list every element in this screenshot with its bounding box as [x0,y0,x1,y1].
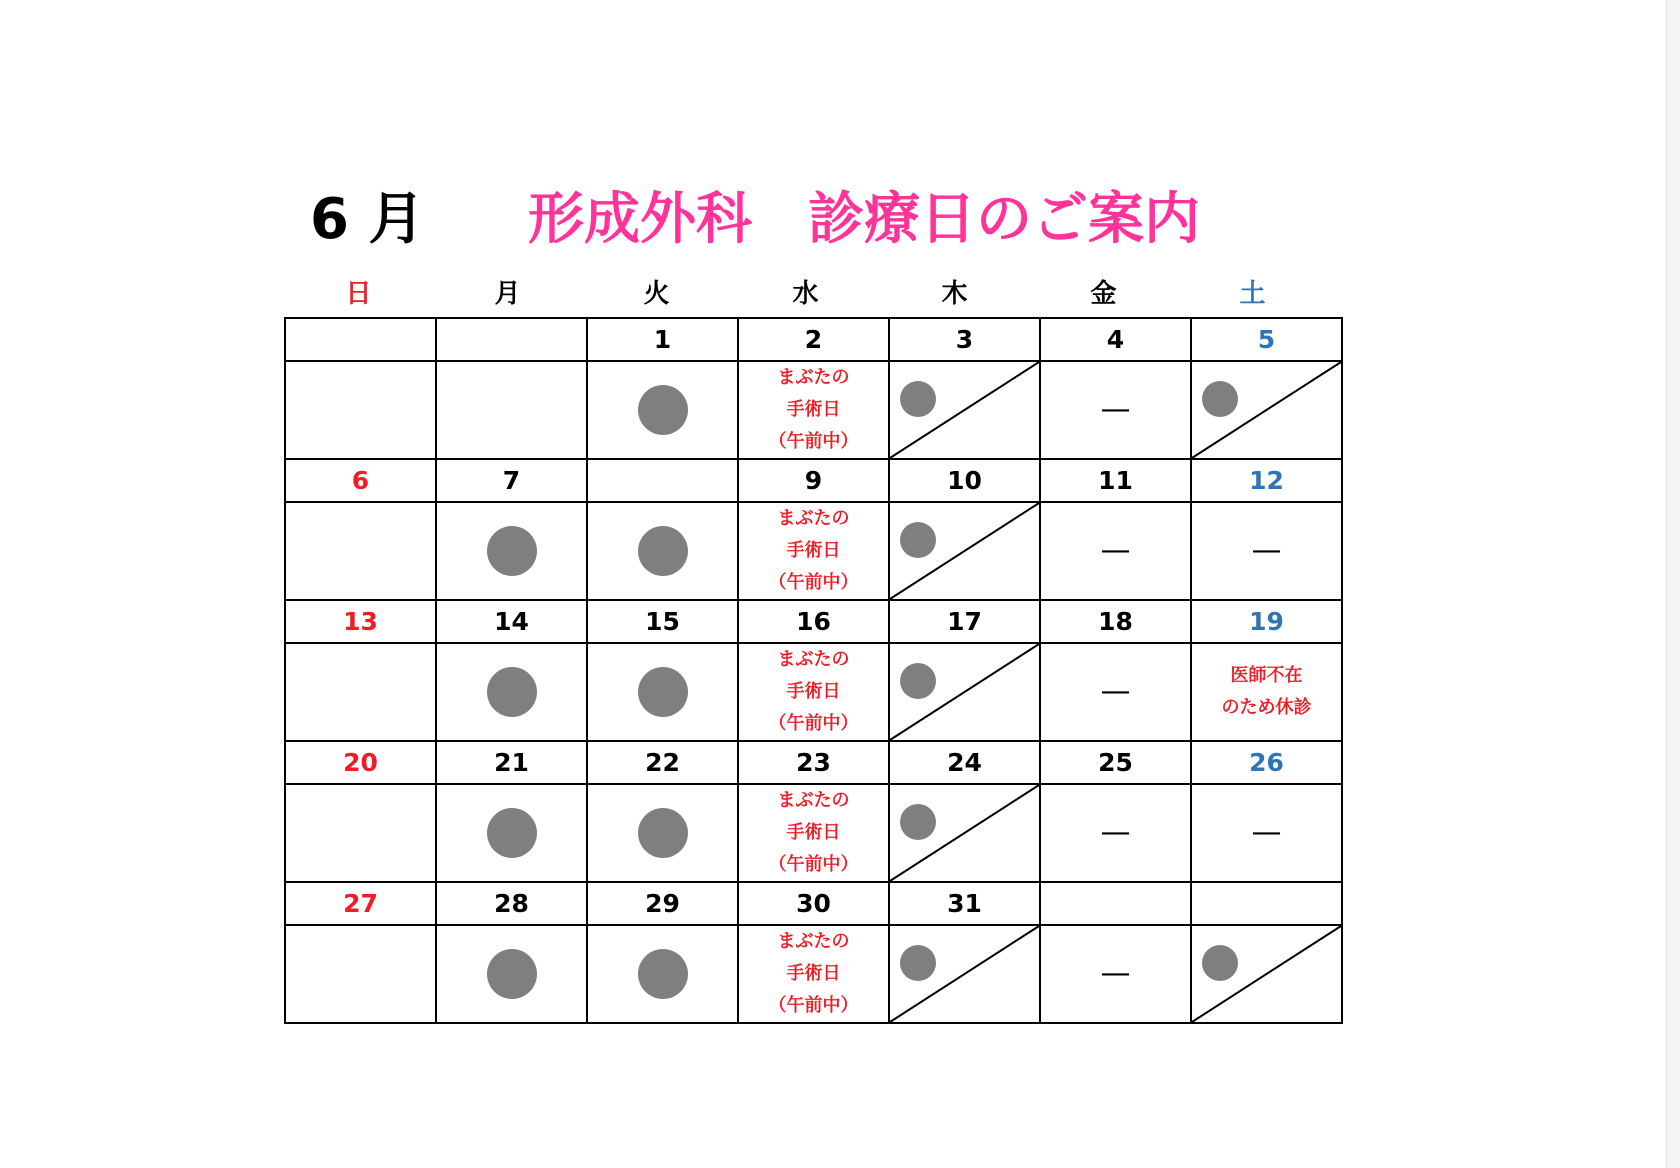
note-line: まぶたの [777,649,850,670]
date-cell: 17 [889,600,1040,643]
date-cell: 4 [1040,318,1191,361]
date-cell: 1 [587,318,738,361]
status-cell [738,925,889,1023]
schedule-calendar [284,317,1343,1024]
morning-only-circle-icon [900,381,936,417]
morning-only-circle-icon [900,804,936,840]
weekday-header [284,274,1266,314]
date-row [285,741,1342,784]
date-row [285,882,1342,925]
morning-only-circle-icon [1202,381,1238,417]
date-cell: 19 [1191,600,1342,643]
status-row [285,502,1342,600]
status-cell [1040,502,1191,600]
date-cell [285,318,436,361]
weekday-wed: 水 [792,279,819,309]
status-row [285,925,1342,1023]
status-cell [587,502,738,600]
morning-only-circle-icon [1202,945,1238,981]
status-cell [1191,361,1342,459]
note-line: 手術日 [786,963,841,984]
page-scrollbar[interactable] [1666,0,1680,1168]
date-cell: 29 [587,882,738,925]
weekday-tue: 火 [643,279,670,309]
date-row [285,600,1342,643]
date-cell: 14 [436,600,587,643]
page-title: 形成外科 診療日のご案内 [528,187,1200,252]
note-line: まぶたの [777,367,850,388]
date-cell: 20 [285,741,436,784]
note-line: 手術日 [786,822,841,843]
doctor-absent-note [1192,660,1341,724]
month-label: 6 月 [310,187,425,252]
open-day-circle-icon [487,667,537,717]
note-line: まぶたの [777,790,850,811]
status-cell [738,502,889,600]
closed-dash-mark: — [1251,815,1282,850]
note-line: （午前中） [768,431,859,452]
morning-only-circle-icon [900,522,936,558]
open-day-circle-icon [638,667,688,717]
date-cell: 6 [285,459,436,502]
status-cell [1191,643,1342,741]
date-cell: 15 [587,600,738,643]
eyelid-surgery-note [739,503,888,599]
status-row [285,643,1342,741]
date-cell: 12 [1191,459,1342,502]
status-cell [738,643,889,741]
open-day-circle-icon [487,526,537,576]
date-cell [1040,882,1191,925]
note-line: 医師不在 [1230,665,1303,686]
status-cell [1040,784,1191,882]
status-row [285,784,1342,882]
open-day-circle-icon [638,949,688,999]
open-day-circle-icon [487,808,537,858]
date-cell [1191,882,1342,925]
note-line: （午前中） [768,854,859,875]
eyelid-surgery-note [739,644,888,740]
weekday-sun: 日 [345,279,372,309]
date-cell: 28 [436,882,587,925]
note-line: 手術日 [786,681,841,702]
status-cell [889,925,1040,1023]
status-cell [436,925,587,1023]
note-line: （午前中） [768,995,859,1016]
status-cell [1040,643,1191,741]
closed-dash-mark: — [1100,815,1131,850]
status-cell [285,925,436,1023]
date-cell: 10 [889,459,1040,502]
date-cell: 3 [889,318,1040,361]
date-cell: 23 [738,741,889,784]
status-cell [738,361,889,459]
status-cell [889,502,1040,600]
eyelid-surgery-note [739,926,888,1022]
status-cell [889,361,1040,459]
closed-dash-mark: — [1100,956,1131,991]
morning-only-circle-icon [900,945,936,981]
note-line: 手術日 [786,540,841,561]
note-line: （午前中） [768,713,859,734]
date-cell: 26 [1191,741,1342,784]
open-day-circle-icon [638,808,688,858]
note-line: まぶたの [777,508,850,529]
note-line: のため休診 [1221,697,1312,718]
open-day-circle-icon [638,526,688,576]
status-cell [436,784,587,882]
date-cell: 16 [738,600,889,643]
weekday-thu: 木 [941,279,968,309]
closed-dash-mark: — [1100,674,1131,709]
date-cell: 5 [1191,318,1342,361]
status-cell [1040,361,1191,459]
status-row [285,361,1342,459]
date-cell: 2 [738,318,889,361]
date-cell: 22 [587,741,738,784]
open-day-circle-icon [487,949,537,999]
status-cell [1191,502,1342,600]
status-cell [285,502,436,600]
status-cell [587,925,738,1023]
note-line: 手術日 [786,399,841,420]
status-cell [587,784,738,882]
date-cell: 24 [889,741,1040,784]
date-cell: 11 [1040,459,1191,502]
date-cell [587,459,738,502]
date-cell: 25 [1040,741,1191,784]
status-cell [587,361,738,459]
date-row [285,318,1342,361]
status-cell [1040,925,1191,1023]
eyelid-surgery-note [739,362,888,458]
status-cell [587,643,738,741]
date-cell: 13 [285,600,436,643]
status-cell [1191,925,1342,1023]
calendar-title [310,185,1310,255]
date-row [285,459,1342,502]
date-cell: 27 [285,882,436,925]
status-cell [738,784,889,882]
status-cell [285,361,436,459]
date-cell: 21 [436,741,587,784]
date-cell: 18 [1040,600,1191,643]
closed-dash-mark: — [1100,533,1131,568]
note-line: （午前中） [768,572,859,593]
status-cell [889,784,1040,882]
closed-dash-mark: — [1251,533,1282,568]
eyelid-surgery-note [739,785,888,881]
status-cell [285,784,436,882]
morning-only-circle-icon [900,663,936,699]
date-cell: 30 [738,882,889,925]
status-cell [436,643,587,741]
closed-dash-mark: — [1100,392,1131,427]
status-cell [285,643,436,741]
weekday-mon: 月 [494,279,521,309]
status-cell [436,361,587,459]
date-cell: 7 [436,459,587,502]
weekday-sat: 土 [1239,279,1266,309]
status-cell [1191,784,1342,882]
status-cell [889,643,1040,741]
date-cell: 31 [889,882,1040,925]
status-cell [436,502,587,600]
date-cell [436,318,587,361]
open-day-circle-icon [638,385,688,435]
weekday-fri: 金 [1090,279,1117,309]
note-line: まぶたの [777,931,850,952]
date-cell: 9 [738,459,889,502]
